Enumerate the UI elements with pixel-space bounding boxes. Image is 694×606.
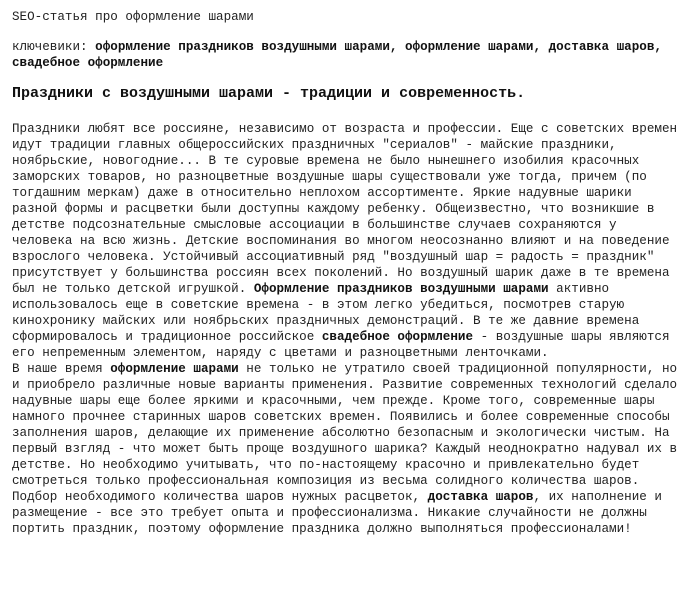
keyword-highlight: свадебное оформление bbox=[321, 330, 474, 344]
paragraph-1 bbox=[12, 121, 682, 361]
keywords-list: оформление праздников воздушными шарами, оформление шарами, доставка шаров, свадебное оформление bbox=[12, 40, 662, 70]
paragraph-2 bbox=[12, 361, 682, 537]
keyword-highlight: доставка шаров bbox=[427, 490, 534, 504]
paragraph-2-text-1: В наше время bbox=[12, 362, 111, 376]
keywords-line bbox=[12, 39, 682, 71]
keyword-highlight: оформление шарами bbox=[110, 362, 239, 376]
article-body bbox=[12, 121, 682, 537]
keywords-label: ключевики: bbox=[12, 40, 88, 54]
keyword-highlight: Оформление праздников воздушными шарами bbox=[253, 282, 549, 296]
paragraph-1-text-2: активно использовалось еще в советские времена - в этом легко убедиться, посмотрев старую кинохронику майских или ноябрьских праздничных демонстраций. В те же давние времена сформировалось и традиционное российское bbox=[12, 282, 640, 344]
paragraph-2-text-2: не только не утратило своей традиционной популярности, но и приобрело различные новые варианты применения. Развитие современных технологий сделало надувные шары еще более яркими и красочными, чем прежде. Кроме того, современные шары намного прочнее старинных шаров советских времен. Появились и более современные способы заполнения шаров, делающие их применение абсолютно безопасным и экологически чистым. На первый взгляд - что может быть проще воздушного шарика? Каждый неоднократно надувал их в детстве. Но необходимо учитывать, что по-настоящему красочно и привлекательно будет смотреться только профессиональная композиция из весьма солидного количества шаров. Подбор необходимого количества шаров нужных расцветок, bbox=[12, 362, 678, 504]
paragraph-2-text-3: , их наполнение и размещение - все это требует опыта и профессионализма. Никакие случайности не должны портить праздник, поэтому оформление праздника должно выполняться профессионалами! bbox=[12, 490, 662, 536]
document-title: SEO-статья про оформление шарами bbox=[12, 10, 254, 24]
paragraph-1-text-3: - воздушные шары являются его непременным элементом, наряду с цветами и разноцветными ленточками. bbox=[12, 330, 670, 360]
article-heading: Праздники с воздушными шарами - традиции и современность. bbox=[12, 85, 526, 102]
paragraph-1-text-1: Праздники любят все россияне, независимо от возраста и профессии. Еще с советских времен идут традиции главных общероссийских праздничных "сериалов" - майские праздники, ноябрьские, новогодние... В те суровые времена не было нынешнего изобилия красочных заморских товаров, но разноцветные воздушные шары существовали уже тогда, причем (по тогдашним меркам) даже в относительно неплохом ассортименте. Яркие надувные шарики разной формы и расцветки были доступны каждому ребенку. Общеизвестно, что возникшие в детстве подсознательные смысловые ассоциации в большинстве случаев сохраняются у человека на всю жизнь. Детские воспоминания во многом неосознанно влияют и на поведение взрослого человека. Устойчивый ассоциативный ряд "воздушный шар = радость = праздник" присутствует у большинства россиян всех поколений. Но воздушный шарик даже в те времена был не только детской игрушкой. bbox=[12, 122, 678, 296]
